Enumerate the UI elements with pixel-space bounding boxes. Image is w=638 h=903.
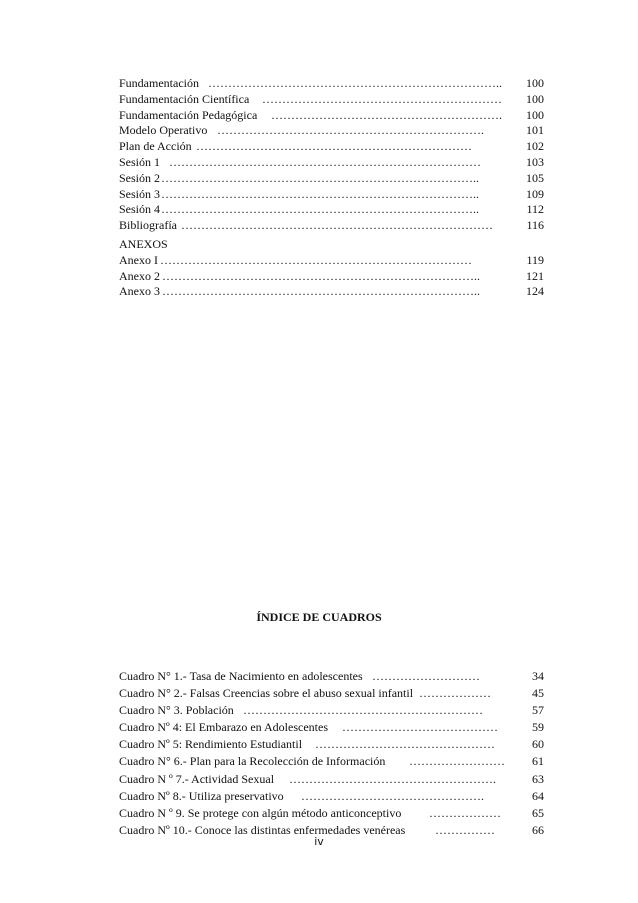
entry-label: Fundamentación Pedagógica: [119, 107, 258, 122]
entry-page: 105: [526, 170, 544, 185]
annex-entry: [119, 269, 544, 285]
contents-entry: [119, 171, 544, 187]
entry-label: Sesión 3: [119, 186, 161, 201]
contents-entry: [119, 76, 544, 92]
entry-label: Fundamentación Científica: [119, 91, 250, 106]
entry-page: 112: [526, 202, 544, 217]
entry-leader: ……………………………………………………………………..: [162, 268, 480, 283]
contents-entry: [119, 155, 544, 171]
entry-label: Cuadro N º 9. Se protege con algún método anticonceptivo: [119, 805, 402, 820]
entry-page: 65: [532, 805, 544, 820]
cuadro-entry: [119, 736, 544, 753]
entry-leader: ………………: [429, 805, 501, 820]
contents-entry: [119, 218, 544, 234]
entry-label: Modelo Operativo: [119, 123, 208, 138]
entry-leader: ………………………………………………….: [271, 107, 502, 122]
contents-entry: [119, 202, 544, 218]
cuadro-entry: [119, 788, 544, 805]
entry-leader: ……………………………………….: [301, 788, 484, 803]
entry-leader: ………………………………………………………….: [217, 123, 484, 138]
entry-page: 64: [532, 788, 544, 803]
contents-entry: [119, 92, 544, 108]
contents-entry: [119, 139, 544, 155]
entry-leader: ……………: [435, 822, 495, 837]
entry-label: Cuadro Nº 5: Rendimiento Estudiantil: [119, 737, 303, 752]
entry-label: Cuadro N° 2.- Falsas Creencias sobre el abuso sexual infantil: [119, 686, 414, 701]
entry-leader: ……………………: [409, 754, 505, 769]
entry-leader: …………………………………: [342, 720, 498, 735]
entry-label: Sesión 1: [119, 154, 161, 169]
cuadro-entry: [119, 753, 544, 770]
entry-page: 116: [526, 218, 544, 233]
contents-entry: [119, 123, 544, 139]
entry-leader: ………………: [419, 686, 491, 701]
entry-label: Bibliografía: [119, 218, 177, 233]
entry-label: Anexo I: [119, 252, 158, 267]
entry-page: 103: [526, 154, 544, 169]
entry-page: 119: [526, 252, 544, 267]
entry-page: 63: [532, 771, 544, 786]
entry-leader: ……………………………………………………………………: [181, 218, 493, 233]
cuadros-title: ÍNDICE DE CUADROS: [256, 610, 382, 624]
entry-page: 109: [526, 186, 544, 201]
entry-label: Fundamentación: [119, 76, 199, 90]
annex-entry: [119, 284, 544, 300]
cuadro-entry: [119, 702, 544, 719]
entry-page: 100: [526, 107, 544, 122]
cuadro-entry: [119, 668, 544, 685]
page-number: iv: [314, 835, 324, 848]
entry-label: Cuadro Nº 10.- Conoce las distintas enfermedades venéreas: [119, 822, 406, 837]
entry-label: Cuadro N° 6.- Plan para la Recolección de Información: [119, 754, 386, 769]
entry-page: 60: [532, 737, 544, 752]
entry-leader: ……………………………………………………………………: [160, 252, 472, 267]
entry-label: Cuadro N º 7.- Actividad Sexual: [119, 771, 275, 786]
cuadro-entry: [119, 719, 544, 736]
entry-leader: ……………………………………………………………………..: [161, 186, 479, 201]
entry-leader: ………………………………………………………………..: [208, 76, 502, 90]
entry-leader: ……………………………………………………: [262, 91, 502, 106]
entry-label: Plan de Acción: [119, 139, 192, 154]
annex-list: [119, 237, 544, 300]
entry-leader: ……………………………………………………………………..: [161, 170, 479, 185]
annex-entry: [119, 253, 544, 269]
entry-page: 102: [526, 139, 544, 154]
contents-entry: [119, 187, 544, 203]
entry-page: 100: [526, 76, 544, 90]
entry-label: Sesión 2: [119, 170, 161, 185]
entry-page: 100: [526, 91, 544, 106]
entry-label: Cuadro N° 3. Población: [119, 703, 234, 718]
entry-page: 57: [532, 703, 544, 718]
entry-page: 59: [532, 720, 544, 735]
entry-page: 121: [526, 268, 544, 283]
entry-label: Sesión 4: [119, 202, 161, 217]
entry-page: 34: [532, 669, 544, 683]
entry-leader: …………………………………………….: [289, 771, 496, 786]
entry-label: Anexo 2: [119, 268, 160, 283]
entry-page: 124: [526, 284, 544, 299]
contents-list: [119, 76, 544, 234]
entry-leader: ……………………………………………………………………..: [161, 202, 479, 217]
cuadros-list: [119, 668, 544, 839]
cuadro-entry: [119, 805, 544, 822]
entry-label: Cuadro Nº 4: El Embarazo en Adolescentes: [119, 720, 328, 735]
entry-page: 66: [532, 822, 544, 837]
entry-leader: ……………………………………………………: [243, 703, 483, 718]
entry-page: 45: [532, 686, 544, 701]
annex-heading: ANEXOS: [119, 237, 168, 251]
entry-leader: ……………………………………………………………………..: [162, 284, 480, 299]
entry-label: Cuadro Nº 8.- Utiliza preservativo: [119, 788, 284, 803]
entry-label: Cuadro N° 1.- Tasa de Nacimiento en adolescentes: [119, 669, 363, 683]
cuadro-entry: [119, 685, 544, 702]
entry-leader: ……………………………………………………………………: [169, 154, 481, 169]
entry-leader: ………………………………………: [315, 737, 495, 752]
entry-page: 61: [532, 754, 544, 769]
entry-page: 101: [526, 123, 544, 138]
entry-label: Anexo 3: [119, 284, 160, 299]
entry-leader: ………………………: [372, 669, 480, 683]
cuadro-entry: [119, 771, 544, 788]
contents-entry: [119, 108, 544, 124]
entry-leader: ……………………………………………………………: [196, 139, 472, 154]
